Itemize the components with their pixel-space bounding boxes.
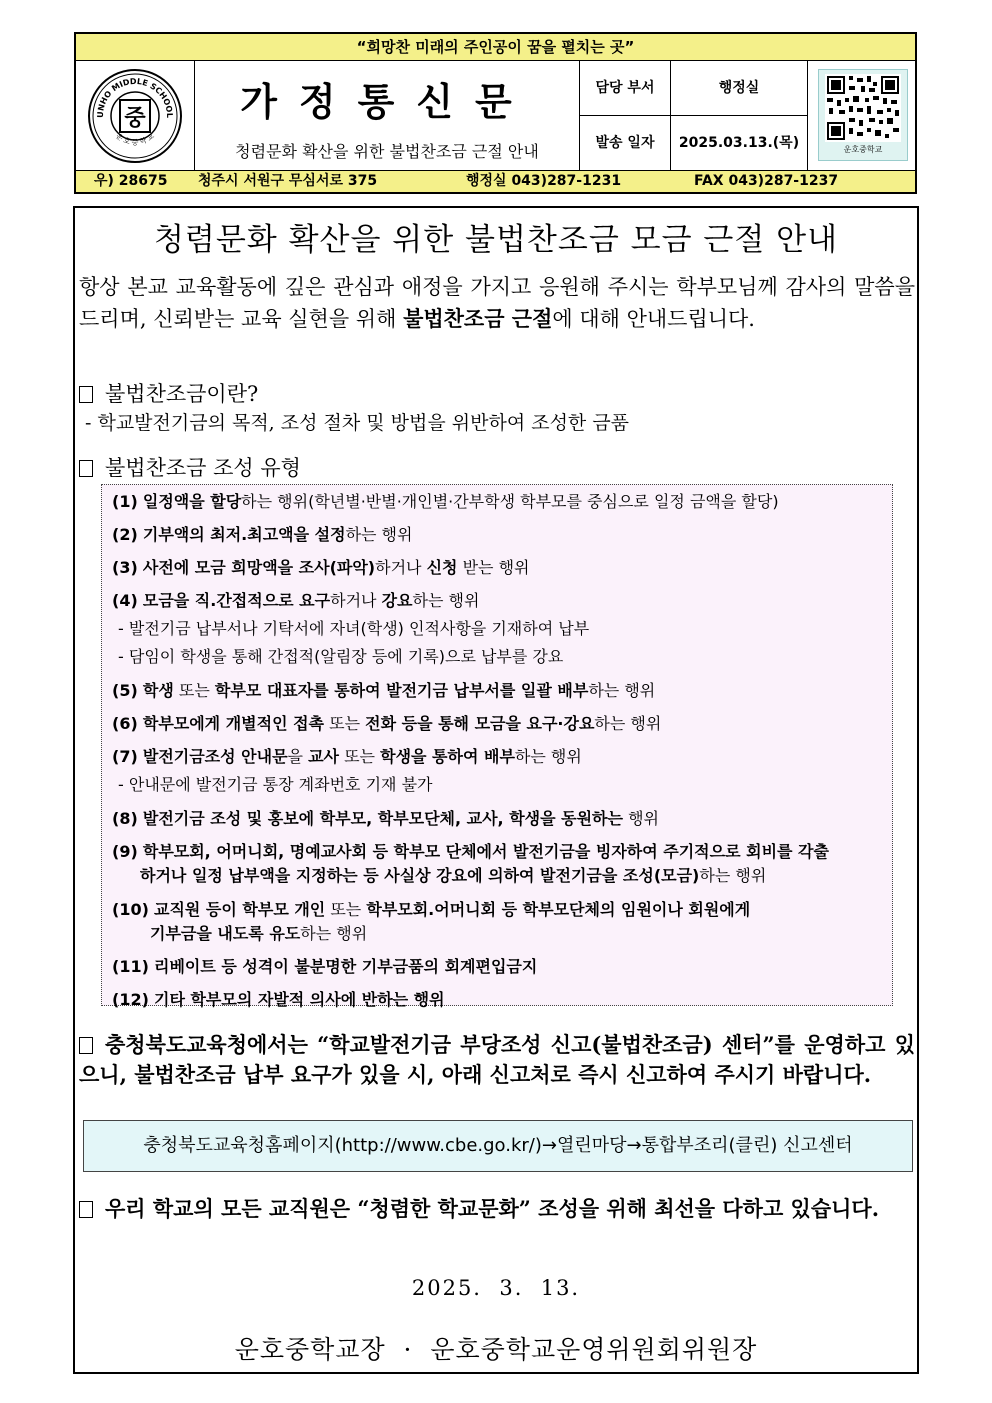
- logo-bottom-text: 운 호 중 학 교: [114, 132, 156, 147]
- intro-text-end: 에 대해 안내드립니다.: [552, 307, 755, 331]
- type-item-12: (12) 기타 학부모의 자발적 의사에 반하는 행위: [112, 990, 445, 1009]
- type-item-10-cont: 기부금을 내도록 유도하는 행위: [150, 924, 368, 943]
- report-paragraph: 충청북도교육청에서는 “학교발전기금 부당조성 신고(불법찬조금) 센터”를 운영하고 있으니, 불법찬조금 납부 요구가 있을 시, 아래 신고처로 즉시 신고하여 주시기 바랍니다.: [79, 1032, 915, 1087]
- logo-top-text: UNHO MIDDLE SCHOOL: [95, 76, 175, 119]
- closing-paragraph: 우리 학교의 모든 교직원은 “청렴한 학교문화” 조성을 위해 최선을 다하고 있습니다.: [79, 1194, 915, 1224]
- checkbox-icon: [79, 1201, 93, 1218]
- school-slogan: “희망찬 미래의 주인공이 꿈을 펼치는 곳”: [76, 34, 915, 61]
- logo-center-char: 중: [124, 106, 146, 131]
- checkbox-icon: [79, 386, 93, 403]
- dept-value: 행정실: [671, 61, 808, 116]
- checkbox-icon: [79, 460, 93, 477]
- intro-emphasis: 불법찬조금 근절: [403, 306, 553, 331]
- document-date: 2025. 3. 13.: [411, 1276, 581, 1300]
- type-4-sub-1: - 발전기금 납부서나 기탁서에 자녀(학생) 인적사항을 기재하여 납부: [118, 619, 590, 638]
- type-item-8: (8) 발전기금 조성 및 홍보에 학부모, 학부모단체, 교사, 학생을 동원하는 행위: [112, 809, 659, 828]
- type-item-1: (1) 일정액을 할당하는 행위(학년별·반별·개인별·간부학생 학부모를 중심으로 일정 금액을 할당): [112, 492, 779, 511]
- notice-body: [73, 206, 919, 1374]
- send-date-value: 2025.03.13.(목): [671, 116, 808, 170]
- notice-title: 청렴문화 확산을 위한 불법찬조금 모금 근절 안내: [153, 222, 839, 258]
- qr-caption: 운호중학교: [843, 145, 883, 154]
- type-item-9-cont: 하거나 일정 납부액을 지정하는 등 사실상 강요에 의하여 발전기금을 조성(모금)하는 행위: [140, 866, 767, 885]
- qr-code-box[interactable]: [818, 69, 908, 161]
- definition-text: - 학교발전기금의 목적, 조성 절차 및 방법을 위반하여 조성한 금품: [85, 412, 630, 434]
- checkbox-icon: [79, 1037, 93, 1054]
- intro-text: 항상 본교 교육활동에 깊은 관심과 애정을 가지고 응원해 주시는 학부모님께 감사의 말씀을 드리며, 신뢰받는 교육 실현을 위해: [79, 275, 915, 331]
- send-date-label: 발송 일자: [580, 116, 671, 170]
- type-item-4: (4) 모금을 직.간접적으로 요구하거나 강요하는 행위: [112, 591, 480, 610]
- type-item-5: (5) 학생 또는 학부모 대표자를 통하여 발전기금 납부서를 일괄 배부하는 행위: [112, 681, 656, 700]
- newsletter-header: [74, 32, 917, 194]
- type-item-10: (10) 교직원 등이 학부모 개인 또는 학부모회.어머니회 등 학부모단체의 임원이나 회원에게: [112, 900, 751, 919]
- types-list-box: [101, 484, 893, 1009]
- signature-line: 운호중학교장 · 운호중학교운영위원회위원장: [234, 1335, 758, 1364]
- title-cell: [195, 61, 580, 170]
- header-main-row: [76, 61, 915, 171]
- newsletter-subtitle: 청렴문화 확산을 위한 불법찬조금 근절 안내: [235, 142, 539, 161]
- types-heading: 불법찬조금 조성 유형: [79, 452, 301, 482]
- type-7-sub-1: - 안내문에 발전기금 통장 계좌번호 기재 불가: [118, 775, 433, 794]
- dept-label: 담당 부서: [580, 61, 671, 116]
- type-item-2: (2) 기부액의 최저.최고액을 설정하는 행위: [112, 525, 413, 544]
- school-logo: [86, 67, 184, 165]
- office-phone: 행정실 043)287-1231: [466, 173, 622, 189]
- intro-paragraph: [79, 272, 915, 335]
- newsletter-title: 가정통신문: [240, 79, 534, 124]
- type-item-7: (7) 발전기금조성 안내문을 교사 또는 학생을 통하여 배부하는 행위: [112, 747, 582, 766]
- qr-cell: [808, 61, 915, 170]
- type-item-9: (9) 학부모회, 어머니회, 명예교사회 등 학부모 단체에서 발전기금을 빙자하여 주기적으로 회비를 각출: [112, 842, 829, 861]
- report-path-box[interactable]: 충청북도교육청홈페이지(http://www.cbe.go.kr/)→열린마당→통합부조리(클린) 신고센터: [83, 1120, 913, 1172]
- qr-code-icon: [825, 74, 901, 142]
- type-item-11: (11) 리베이트 등 성격이 불분명한 기부금품의 회계편입금지: [112, 957, 538, 976]
- address-bar: [76, 171, 915, 192]
- type-item-6: (6) 학부모에게 개별적인 접촉 또는 전화 등을 통해 모금을 요구·강요하는 행위: [112, 714, 662, 733]
- street-address: 청주시 서원구 무심서로 375: [198, 173, 378, 189]
- type-4-sub-2: - 담임이 학생을 통해 간접적(알림장 등에 기록)으로 납부를 강요: [118, 647, 564, 666]
- postal-code: 우) 28675: [94, 173, 168, 189]
- type-item-3: (3) 사전에 모금 희망액을 조사(파악)하거나 신청 받는 행위: [112, 558, 530, 577]
- school-logo-cell: [76, 61, 195, 170]
- fax-number: FAX 043)287-1237: [694, 173, 839, 189]
- definition-heading: 불법찬조금이란?: [79, 378, 258, 408]
